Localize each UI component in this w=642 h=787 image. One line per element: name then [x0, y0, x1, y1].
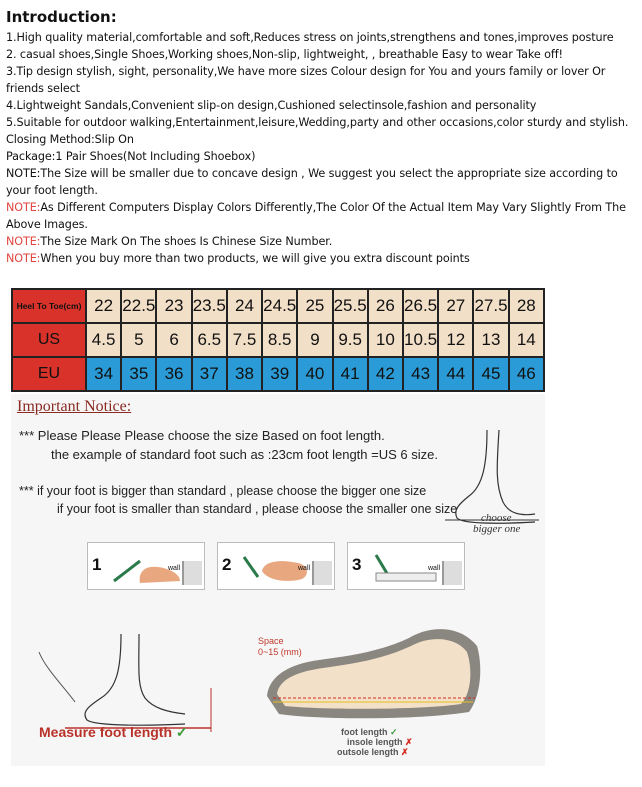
- wall-icon: [428, 561, 462, 585]
- introduction-section: [6, 8, 634, 267]
- checkmark-icon: ✓: [390, 727, 398, 737]
- size-cell: 8.5: [262, 323, 297, 357]
- size-cell: 6.5: [192, 323, 227, 357]
- size-cell: 38: [227, 357, 262, 391]
- space-title: Space: [258, 636, 284, 646]
- notice-line: the example of standard foot such as :23cm foot length =US 6 size.: [51, 447, 438, 462]
- size-cell: 27: [438, 289, 473, 323]
- notice-line: if your foot is smaller than standard , please choose the smaller one size: [57, 502, 458, 516]
- size-cell: 37: [192, 357, 227, 391]
- step-number: 3: [352, 555, 362, 574]
- size-cell: 13: [473, 323, 508, 357]
- size-cell: 39: [262, 357, 297, 391]
- choose-label: choose: [481, 512, 512, 524]
- size-cell: 27.5: [473, 289, 508, 323]
- size-cell: 5: [121, 323, 156, 357]
- size-cell: 26: [368, 289, 403, 323]
- size-cell: 46: [509, 357, 544, 391]
- checkmark-icon: ✓: [175, 724, 188, 740]
- notice-line: *** Please Please Please choose the size Based on foot length.: [19, 428, 385, 443]
- size-cell: 6: [156, 323, 191, 357]
- cross-icon: ✗: [405, 737, 413, 747]
- size-cell: 25: [297, 289, 332, 323]
- important-notice-panel: [11, 394, 545, 766]
- step-1: [87, 542, 205, 590]
- size-cell: 35: [121, 357, 156, 391]
- note-tag: NOTE:: [6, 201, 41, 214]
- size-cell: 12: [438, 323, 473, 357]
- size-cell: 45: [473, 357, 508, 391]
- intro-line: 4.Lightweight Sandals,Convenient slip-on design,Cushioned selectinsole,fashion and personality: [6, 99, 537, 112]
- size-chart-table: [11, 288, 545, 392]
- size-cell: 44: [438, 357, 473, 391]
- size-cell: 22.5: [121, 289, 156, 323]
- note-text: As Different Computers Display Colors Differently,The Color Of the Actual Item May Vary Slightly From The Above Images.: [6, 201, 626, 231]
- step-number: 2: [222, 555, 232, 574]
- legend-text: insole length: [347, 737, 403, 747]
- intro-line: 3.Tip design stylish, sight, personality,We have more sizes Colour design for You and yours family or lover Or friends select: [6, 65, 606, 95]
- step-number: 1: [92, 555, 102, 574]
- size-row-us: [12, 323, 544, 357]
- intro-line: 1.High quality material,comfortable and soft,Reduces stress on joints,strengthens and tones,improves posture: [6, 31, 614, 44]
- size-cell: 14: [509, 323, 544, 357]
- measure-text: Measure foot length: [39, 724, 173, 740]
- choose-label: bigger one: [473, 523, 521, 535]
- size-cell: 4.5: [86, 323, 121, 357]
- note-line: [6, 233, 634, 250]
- size-cell: 10.5: [403, 323, 438, 357]
- size-cell: 41: [333, 357, 368, 391]
- size-cell: 7.5: [227, 323, 262, 357]
- size-cell: 23.5: [192, 289, 227, 323]
- size-cell: 24.5: [262, 289, 297, 323]
- intro-line: Closing Method:Slip On: [6, 133, 134, 146]
- note-tag: NOTE:: [6, 252, 41, 265]
- size-cell: 9.5: [333, 323, 368, 357]
- size-cell: 43: [403, 357, 438, 391]
- row-header-eu: EU: [12, 357, 86, 391]
- cross-icon: ✗: [401, 747, 409, 757]
- note-line: [6, 250, 634, 267]
- measure-foot-sketch-icon: [35, 628, 225, 738]
- size-cell: 34: [86, 357, 121, 391]
- size-cell: 40: [297, 357, 332, 391]
- size-cell: 23: [156, 289, 191, 323]
- intro-line: NOTE:The Size will be smaller due to concave design , We suggest you select the appropriate size according to your foot length.: [6, 167, 618, 197]
- size-cell: 28: [509, 289, 544, 323]
- legend-outsole-length: [337, 747, 409, 758]
- legend-text: foot length: [341, 727, 388, 737]
- measure-foot-length-label: [39, 724, 188, 741]
- notice-title: Important Notice:: [17, 398, 132, 415]
- note-text: When you buy more than two products, we will give you extra discount points: [40, 252, 470, 265]
- note-tag: NOTE:: [6, 235, 41, 248]
- intro-line: 2. casual shoes,Single Shoes,Working shoes,Non-slip, lightweight, , breathable Easy to wear Take off!: [6, 48, 563, 61]
- size-cell: 42: [368, 357, 403, 391]
- step-3: [347, 542, 465, 590]
- legend-text: outsole length: [337, 747, 399, 757]
- note-line: [6, 199, 634, 233]
- intro-line: Package:1 Pair Shoes(Not Including Shoebox): [6, 150, 256, 163]
- note-text: The Size Mark On The shoes Is Chinese Size Number.: [40, 235, 333, 248]
- size-row-eu: [12, 357, 544, 391]
- wall-icon: [298, 561, 332, 585]
- notice-line: *** if your foot is bigger than standard , please choose the bigger one size: [19, 484, 427, 498]
- size-cell: 25.5: [333, 289, 368, 323]
- intro-title: Introduction:: [6, 8, 117, 26]
- size-cell: 10: [368, 323, 403, 357]
- size-cell: 22: [86, 289, 121, 323]
- size-row-cm: [12, 289, 544, 323]
- space-range: 0~15 (mm): [258, 647, 302, 657]
- wall-label: wall: [428, 565, 441, 572]
- size-cell: 9: [297, 323, 332, 357]
- size-cell: 26.5: [403, 289, 438, 323]
- size-cell: 24: [227, 289, 262, 323]
- wall-icon: [168, 561, 202, 585]
- wall-label: wall: [168, 565, 181, 572]
- step-2: [217, 542, 335, 590]
- intro-line: 5.Suitable for outdoor walking,Entertainment,leisure,Wedding,party and other occasions,color sturdy and stylish.: [6, 116, 629, 129]
- shoe-cross-section-icon: [259, 616, 485, 728]
- wall-label: wall: [298, 565, 311, 572]
- row-header-us: US: [12, 323, 86, 357]
- row-header-cm: Heel To Toe(cm): [12, 289, 86, 323]
- size-cell: 36: [156, 357, 191, 391]
